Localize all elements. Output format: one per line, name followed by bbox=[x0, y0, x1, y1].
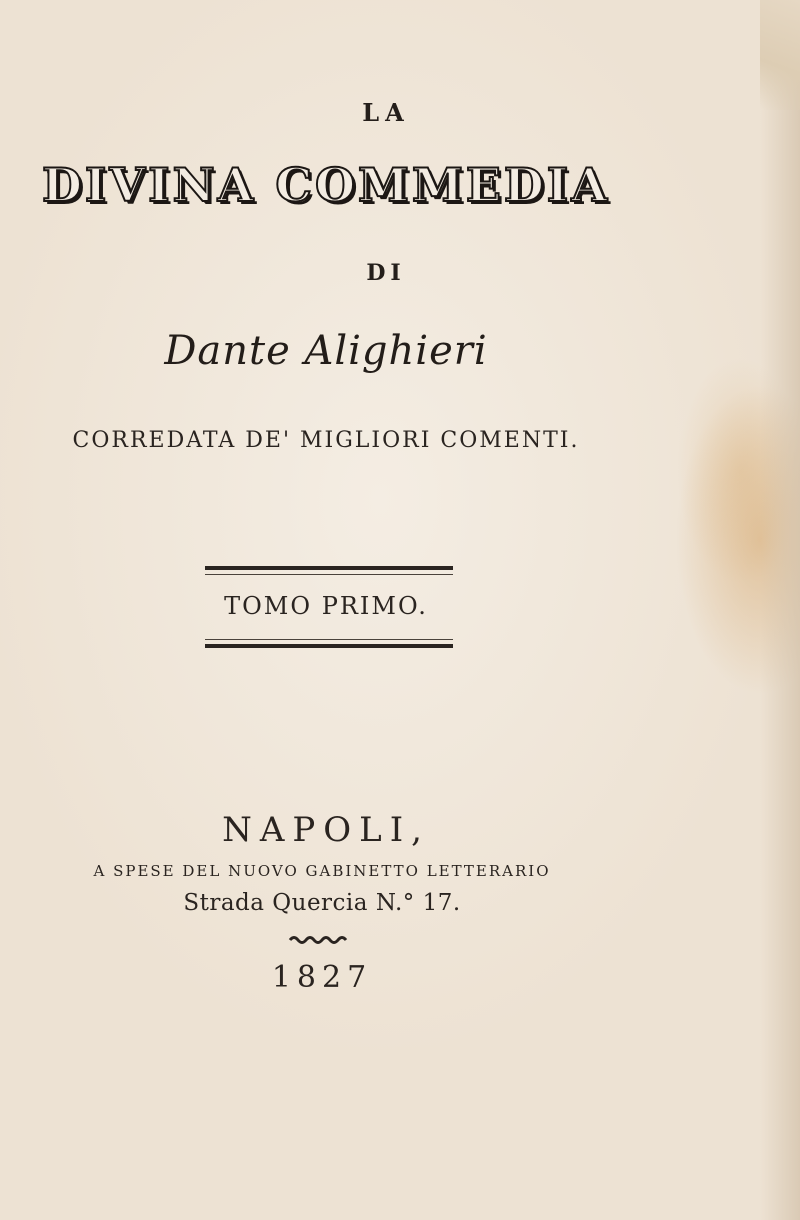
wave-divider-icon bbox=[288, 934, 348, 946]
folded-corner bbox=[760, 0, 800, 110]
subtitle: CORREDATA DE' MIGLIORI COMENTI. bbox=[72, 428, 580, 453]
double-rule-icon bbox=[205, 566, 453, 575]
imprint-publisher: A SPESE DEL NUOVO GABINETTO LETTERARIO bbox=[93, 862, 551, 880]
imprint-year: 1827 bbox=[271, 960, 373, 995]
page-edge bbox=[760, 0, 800, 1220]
title-article: LA bbox=[362, 98, 410, 127]
imprint-address: Strada Quercia N.° 17. bbox=[183, 890, 461, 916]
book-title: DIVINA COMMEDIA bbox=[41, 158, 611, 212]
author-name: Dante Alighieri bbox=[164, 328, 488, 374]
volume-label: TOMO PRIMO. bbox=[224, 592, 428, 620]
double-rule-icon bbox=[205, 639, 453, 648]
imprint-city: NAPOLI, bbox=[222, 810, 430, 850]
by-line: DI bbox=[366, 260, 406, 286]
